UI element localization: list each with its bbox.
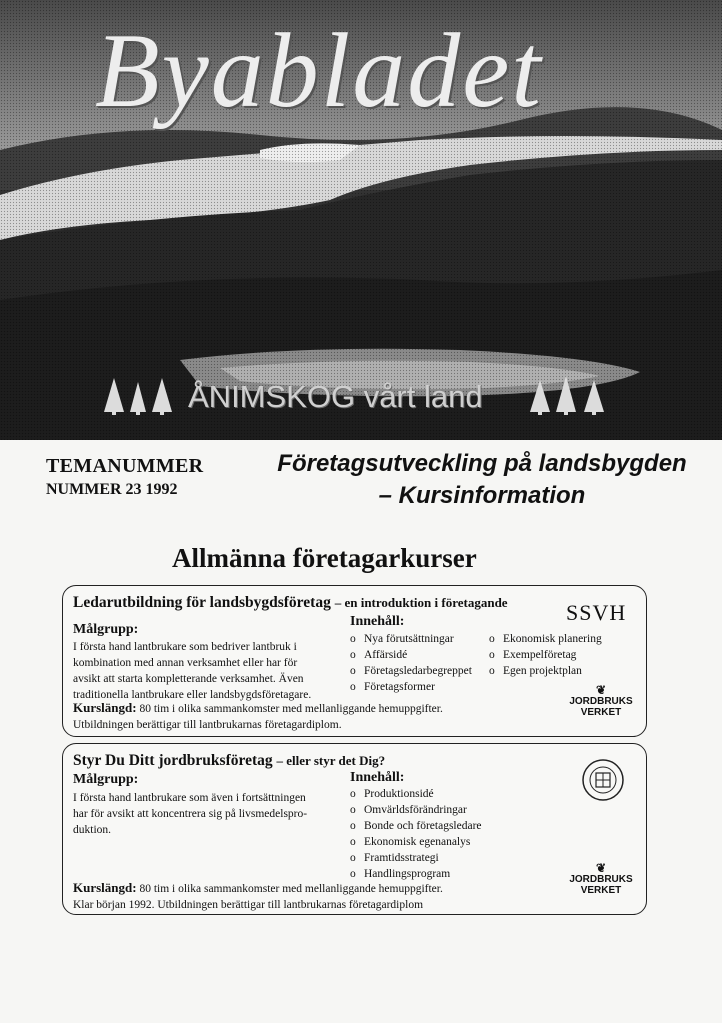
target-label: Målgrupp: xyxy=(73,622,139,637)
jordbruksverket-logo: ❦ JORDBRUKS VERKET xyxy=(566,862,636,896)
course-length xyxy=(73,880,553,913)
course-title xyxy=(73,594,508,612)
masthead-title: Byabladet xyxy=(95,12,543,129)
course-title-main: Styr Du Ditt jordbruksföretag xyxy=(73,752,273,769)
list-item: o Handlingsprogram xyxy=(350,866,482,882)
list-item: o Exempelföretag xyxy=(489,647,602,663)
course-box xyxy=(62,585,647,737)
course-title xyxy=(73,752,385,770)
leaf-icon: ❦ xyxy=(595,861,607,875)
ssvh-logo: SSVH xyxy=(566,600,627,625)
course-subtitle: – eller styr det Dig? xyxy=(276,753,386,768)
list-item: o Ekonomisk egenanalys xyxy=(350,834,482,850)
target-line: I första hand lantbrukare som även i fortsättningen xyxy=(73,792,306,804)
list-item: o Ekonomisk planering xyxy=(489,631,602,647)
list-item: o Egen projektplan xyxy=(489,663,602,679)
contents-label: Innehåll: xyxy=(350,614,405,629)
tagline-banner xyxy=(100,376,620,416)
list-item: o Produktionsidé xyxy=(350,786,482,802)
tagline-text: ÅNIMSKOG vårt land xyxy=(188,379,483,414)
headline-line2: – Kursinformation xyxy=(378,482,586,509)
contents-list xyxy=(350,631,472,695)
contents-label: Innehåll: xyxy=(350,770,405,785)
issue-theme: TEMANUMMER xyxy=(46,455,204,477)
cover-photo xyxy=(0,0,722,440)
target-text xyxy=(73,639,353,703)
leaf-icon: ❦ xyxy=(595,683,607,697)
university-seal-icon xyxy=(581,758,625,802)
contents-list xyxy=(489,631,602,679)
list-item: o Nya förutsättningar xyxy=(350,631,472,647)
list-item: o Omvärldsförändringar xyxy=(350,802,482,818)
jordbruksverket-logo: ❦ JORDBRUKS VERKET xyxy=(566,684,636,718)
target-text xyxy=(73,790,353,838)
target-line: har för avsikt att koncentrera sig på livsmedelspro- xyxy=(73,808,308,820)
contents-list xyxy=(350,786,482,882)
length-text: 80 tim i olika sammankomster med mellanliggande hemuppgifter. xyxy=(139,703,443,715)
list-item: o Bonde och företagsledare xyxy=(350,818,482,834)
length-text: 80 tim i olika sammankomster med mellanliggande hemuppgifter. xyxy=(139,883,443,895)
target-line: kombination med annan verksamhet eller har för xyxy=(73,657,298,669)
target-label: Målgrupp: xyxy=(73,772,139,787)
headline xyxy=(262,448,702,512)
list-item: o Företagsformer xyxy=(350,679,472,695)
target-line: avsikt att starta kompletterande verksamhet. Även xyxy=(73,673,304,685)
course-extra-text: Klar början 1992. Utbildningen berättigar till lantbrukarnas företagardiplom xyxy=(73,899,424,911)
length-label: Kurslängd: xyxy=(73,880,137,895)
length-label: Kurslängd: xyxy=(73,700,137,715)
section-title: Allmänna företagarkurser xyxy=(172,543,477,573)
course-title-main: Ledarutbildning för landsbygdsföretag xyxy=(73,594,331,611)
course-box xyxy=(62,743,647,915)
pine-trees-icon xyxy=(526,376,616,416)
course-extra-text: Utbildningen berättigar till lantbrukarnas företagardiplom. xyxy=(73,719,342,731)
issue-info xyxy=(46,452,203,504)
target-line: traditionella lantbrukare eller landsbygdsföretagare. xyxy=(73,689,312,701)
list-item: o Affärsidé xyxy=(350,647,472,663)
pine-trees-icon xyxy=(100,376,180,416)
course-length xyxy=(73,700,553,733)
headline-line1: Företagsutveckling på landsbygden xyxy=(277,450,687,477)
list-item: o Framtidsstrategi xyxy=(350,850,482,866)
target-line: I första hand lantbrukare som bedriver lantbruk i xyxy=(73,641,297,653)
course-subtitle: – en introduktion i företagande xyxy=(334,595,508,610)
list-item: o Företagsledarbegreppet xyxy=(350,663,472,679)
issue-number: NUMMER 23 1992 xyxy=(46,481,178,498)
target-line: duktion. xyxy=(73,824,112,836)
